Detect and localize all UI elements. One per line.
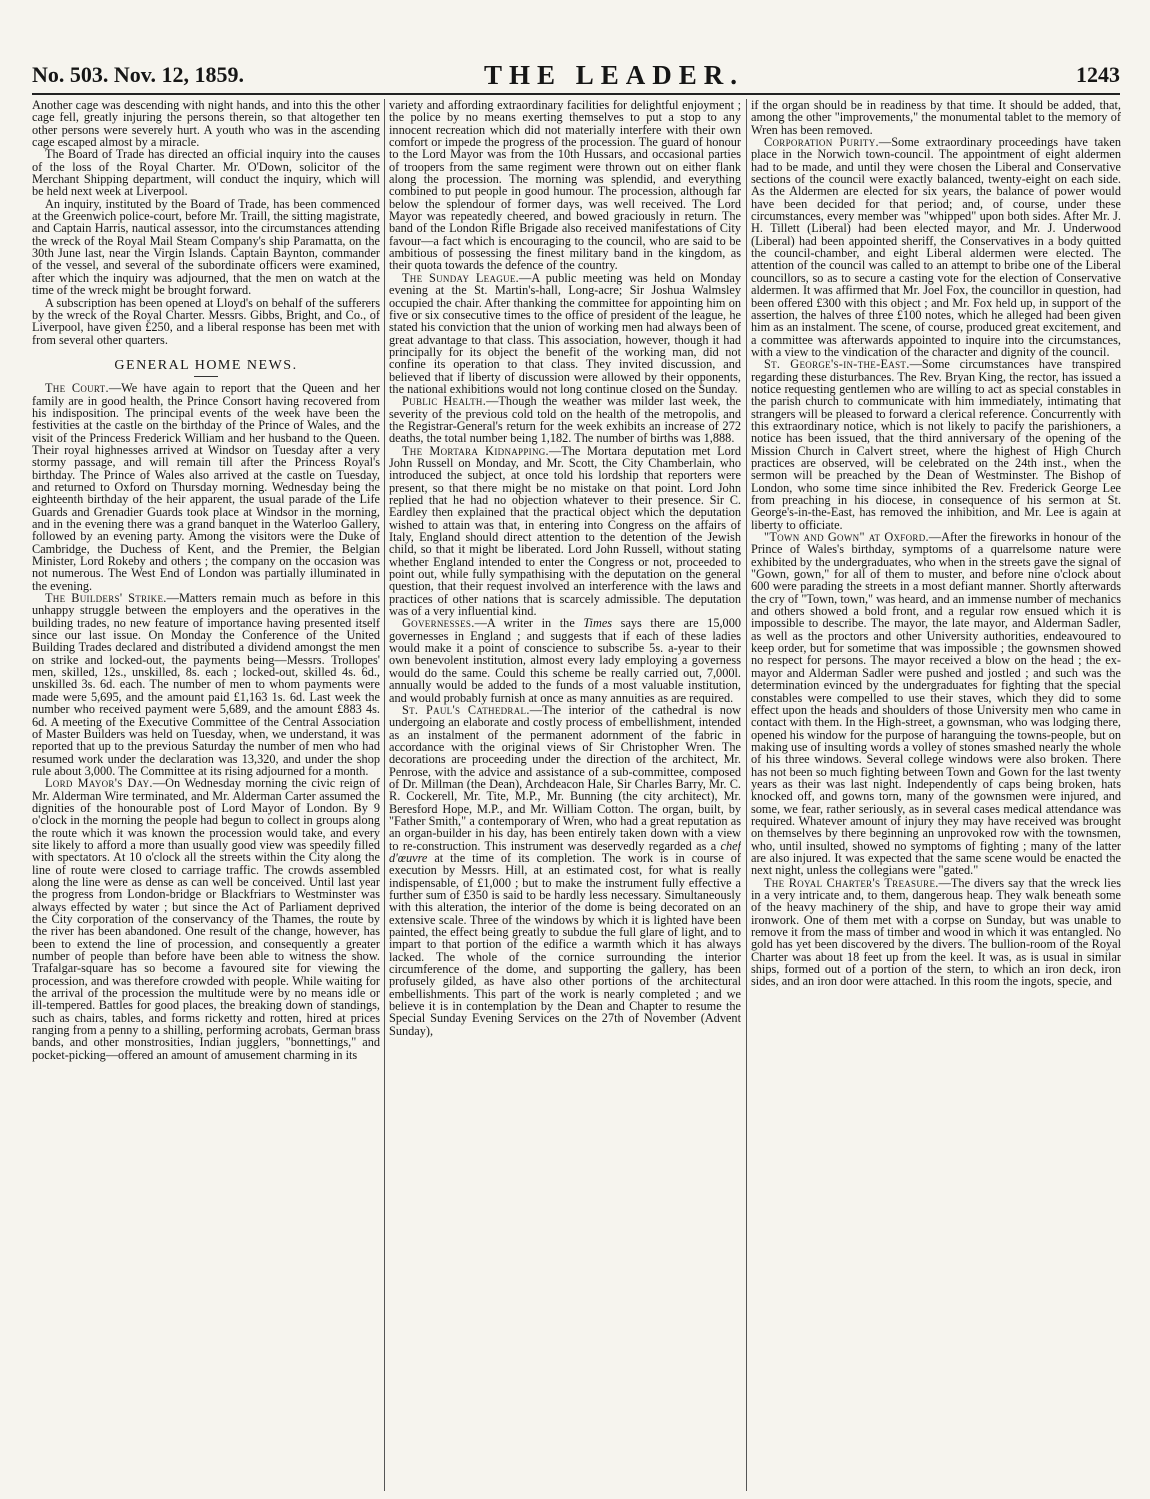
column-divider-1	[384, 99, 385, 1491]
section-heading: GENERAL HOME NEWS.	[114, 357, 298, 373]
page-number: 1243	[1076, 62, 1120, 87]
article-lead: The Builders' Strike.	[45, 591, 167, 606]
article-text: —Some circumstances have transpired regarding these disturbances. The Rev. Bryan King, the rector, has issued a notice requesting gentlemen who are willing to act as special constables in the parish church to communicate with him immediately, intimating that strangers will be pleased to forward a clerical reference. Concurrently with this extraordinary notice, which is not likely to pacify the parishioners, a notice has been issued, that the third anniversary of the opening of the Mission Church in Calvert street, where the highest of High Church practices are observed, will be celebrated on the 24th inst., when the sermon will be preached by the Dean of Westminster. The Bishop of London, who some time since inhibited the Rev. Frederick George Lee from preaching in his diocese, in consequence of his sermon at St. George's-in-the-East, has removed the inhibition, and Mr. Lee is again at liberty to officiate.	[751, 357, 1121, 532]
article-court	[32, 382, 380, 592]
article-lead: The Court.	[45, 381, 109, 396]
column-divider-2	[746, 99, 747, 1491]
article-st-pauls	[389, 704, 741, 1037]
article-public-health	[389, 395, 741, 444]
header-rule	[32, 93, 1120, 95]
article-lead: St. George's-in-the-East.	[764, 357, 910, 372]
article-text: —After the fireworks in honour of the Prince of Wales's birthday, symptoms of a quarrelsome nature were exhibited by the undergraduates, who when in the streets gave the signal of "Gown, gown," for all of them to muster, and before nine o'clock about 600 were parading the streets in a most defiant manner. Shortly afterwards the cry of "Town, town," was heard, and an immense number of mechanics and others showed a bold front, and a regular row ensued which it is impossible to describe. The mayor, the late mayor, and Alderman Sadler, as well as the proctors and other University authorities, endeavoured to keep order, but for sometime that was impossible ; the gownsmen showed no respect for persons. The mayor received a blow on the head ; the ex-mayor and Alderman Sadler were pushed and jostled ; and such was the determination evinced by the undergraduates for fighting that the special constables were compelled to use their staves, which they did to some effect upon the heads and shoulders of those University men who came in contact with them. In the High-street, a gownsman, who was lodging there, opened his window for the purpose of haranguing the towns-people, but on making use of insulting words a volley of stones smashed nearly the whole of his three windows. Several college windows were also broken. There has not been so much fighting between Town and Gown for the last twenty years as their was last night. Independently of caps being broken, hats knocked off, and gowns torn, many of the gownsmen were injured, and some, we fear, rather seriously, as in several cases medical attendance was required. Whatever amount of injury they may have received was brought on themselves by there beginning an unprovoked row with the townsmen, who, until insulted, showed no symptoms of fighting ; many of the latter are also injured. It was expected that the same scene would be enacted the next night, unless the collegians were "gated."	[751, 530, 1121, 878]
article-text: —Matters remain much as before in this unhappy struggle between the employers and the operatives in the building trades, no new feature of importance having presented itself since our last issue. On Monday the Conference of the United Building Trades declared and distributed a dividend amongst the men on strike and locked-out, the payments being—Messrs. Trollopes' men, skilled, 12s., unskilled, 8s. each ; locked-out, skilled 4s. 6d., unskilled 3s. 6d. each. The number of men to whom payments were made were 5,695, and the amount paid £1,163 1s. 6d. Last week the number who received payment were 5,689, and the amount £883 4s. 6d. A meeting of the Executive Committee of the Central Association of Master Builders was held on Tuesday, when, we understand, it was reported that up to the previous Saturday the number of men who had resumed work under the declaration was 13,320, and under the shop rule about 3,000. The Committee at its rising adjourned for a month.	[32, 591, 380, 778]
article-text: —A writer in the	[474, 616, 584, 631]
article-text: —The Mortara deputation met Lord John Russell on Monday, and Mr. Scott, the City Chamberlain, who introduced the subject, at once told his lordship that reporters were present, so that there might be no mistake on that point. Lord John replied that he had no objection whatever to their presence. Sir C. Eardley then explained that the practical object which the deputation wished to attain was that, in entering into Congress on the affairs of Italy, England should direct attention to the detention of the Jewish child, so that it might be liberated. Lord John Russell, without stating whether England intended to enter the Congress or not, proceeded to point out, while fully sympathising with the deputation on the general question, that their request involved an interference with the laws and practices of other nations that is scarcely admissible. The deputation was of a very influential kind.	[389, 443, 741, 619]
article-builders-strike	[32, 592, 380, 777]
column-3	[751, 99, 1121, 1491]
paragraph-organ: if the organ should be in readiness by that time. It should be added, that, among the other "improvements," the monumental tablet to the memory of Wren has been removed.	[751, 99, 1121, 137]
article-lead: "Town and Gown" at Oxford.	[764, 530, 929, 545]
article-lead: Corporation Purity.	[764, 135, 879, 150]
article-lead: Lord Mayor's Day.	[45, 776, 153, 791]
article-text: —The interior of the cathedral is now undergoing an elaborate and costly process of embellishment, intended as an instalment of the permanent adornment of the fabric in accordance with the original views of Sir Christopher Wren. The decorations are proceeding under the direction of the architect, Mr. Penrose, with the advice and assistance of a sub-committee, composed of Dr. Millman (the Dean), Archdeacon Hale, Sir Charles Barry, Mr. C. R. Cockerell, Mr. Tite, M.P., Mr. Bunning (the city architect), Mr. Beresford Hope, M.P., and Mr. William Cotton. The organ, built, by "Father Smith," a contemporary of Wren, who had a great reputation as an organ-builder in his day, has been entirely taken down with a view to re-construction. This instrument was deservedly regarded as a	[389, 702, 741, 853]
italic-phrase: chef d'œuvre	[389, 838, 741, 865]
article-text: —Some extraordinary proceedings have taken place in the Norwich town-council. The appointment of eight aldermen had to be made, and until they were chosen the Liberal and Conservative sections of the council were exactly balanced, twenty-eight on each side. As the Aldermen are elected for six years, the balance of power would have been decided for that period; and, of course, under these circumstances, every member was "whipped" upon both sides. After Mr. J. H. Tillett (Liberal) had been elected mayor, and Mr. J. Underwood (Liberal) had been appointed sheriff, the Conservatives in a body quitted the council-chamber, and eight Liberal aldermen were elected. The attention of the council was called to an attempt to bribe one of the Liberal councillors, so as to secure a casting vote for the election of Conservative aldermen. It was affirmed that Mr. Joel Fox, the councillor in question, had been offered £300 with this object ; and Mr. Fox held up, in support of the assertion, the halves of three £100 notes, which he alleged had been given him as an instalment. The scene, of course, produced great excitement, and a committee was afterwards appointed to inquire into the circumstances, with a view to the vindication of the character and dignity of the council.	[751, 135, 1121, 359]
article-text: —We have again to report that the Queen and her family are in good health, the Prince Consort having recovered from his indisposition. The principal events of the week have been the festivities at the castle on the birthday of the Prince of Wales, and the visit of the Princess Frederick William and her husband to the Queen. Their royal highnesses arrived at Windsor on Tuesday after a very stormy passage, and will remain till after the Princess Royal's birthday. The Prince of Wales also arrived at the castle on Tuesday, and returned to Oxford on Thursday morning. Wednesday being the eighteenth birthday of the heir apparent, the usual parade of the Life Guards and Grenadier Guards took place at Windsor in the morning, and in the evening there was a grand banquet in the Waterloo Gallery, followed by an evening party. Among the visitors were the Duke of Cambridge, the Duchess of Kent, and the Premier, the Belgian Minister, Lord Rokeby and others ; the company on the occasion was not numerous. The West End of London was partially illuminated in the evening.	[32, 381, 380, 593]
article-lead: Public Health.	[402, 394, 487, 409]
article-lead: The Sunday League.	[402, 270, 520, 285]
article-text: —The divers say that the wreck lies in a very intricate and, to them, dangerous heap. They walk beneath some of the heavy machinery of the ship, and have to grope their way amid ironwork. One of them met with a corpse on Sunday, but was unable to remove it from the mass of timber and wood in which it was entangled. No gold has yet been discovered by the divers. The bullion-room of the Royal Charter was about 18 feet up from the keel. It was, as is usual in similar ships, formed out of a portion of the stern, to which an iron deck, iron sides, and an iron door were attached. In this room the ingots, specie, and	[751, 875, 1121, 989]
heading-rule	[194, 376, 218, 377]
paragraph-cage-accident: Another cage was descending with night hands, and into this the other cage fell, greatly injuring the persons therein, so that altogether ten other persons were severely hurt. A youth who was in the ascending cage escaped almost by a miracle.	[32, 99, 380, 150]
column-1	[32, 99, 380, 1491]
article-mortara	[389, 445, 741, 618]
article-lead: St. Paul's Cathedral.	[402, 702, 530, 717]
article-corporation-purity	[751, 136, 1121, 358]
article-text: says there are 15,000 governesses in England ; and suggests that if each of these ladies would make it a point of conscience to subscribe 5s. a-year to their own benevolent institution, almost every lady employing a governess would do the same. Could this scheme be really carried out, 7,000l. annually would be added to the funds of a most valuable institution, and would probably furnish at once as many annuities as are required.	[389, 616, 741, 705]
article-text: —Though the weather was milder last week, the severity of the previous cold told on the health of the metropolis, and the Registrar-General's return for the week exhibits an increase of 272 deaths, the total number being 1,182. The number of births was 1,888.	[389, 394, 741, 446]
newspaper-title: Times	[583, 616, 613, 631]
article-governesses	[389, 617, 741, 703]
article-text: at the time of its completion. The work is in course of execution by Messrs. Hill, at an estimated cost, for what is really indispensable, of £1,000 ; but to make the instrument fully effective a further sum of £350 is said to be hardly less necessary. Simultaneously with this alteration, the interior of the dome is being decorated on an extensive scale. Three of the windows by which it is lighted have been painted, the effect being greatly to subdue the full glare of light, and to impart to that portion of the edifice a warmth which it has always lacked. The whole of the cornice surrounding the interior circumference of the dome, and supporting the gallery, has been profusely gilded, as have also other portions of the architectural embellishments. This part of the work is nearly completed ; and we believe it is in contemplation by the Dean and Chapter to resume the Special Sunday Evening Services on the 27th of November (Advent Sunday),	[389, 850, 741, 1038]
article-town-and-gown	[751, 531, 1121, 877]
issue-date: No. 503. Nov. 12, 1859.	[32, 62, 245, 87]
page-header	[32, 62, 1120, 88]
article-text: —A public meeting was held on Monday evening at the St. Martin's-hall, Long-acre; Sir Joshua Walmsley occupied the chair. After thanking the committee for appointing him on five or six consecutive times to the office of president of the league, he stated his conviction that the union of working men had always been of great advantage to that class. This association, however, though it had principally for its object the benefit of the working man, did not confine its operation to that class. They invited discussion, and believed that if liberty of discussion were allowed by their opponents, the national exhibitions would not long continue closed on the Sunday.	[389, 270, 741, 396]
article-sunday-league	[389, 272, 741, 395]
paragraph-procession: variety and affording extraordinary facilities for delightful enjoyment ; the police by no means exerting themselves to put a stop to any innocent recreation which did not materially interfere with their own comfort or impede the progress of the procession. The guard of honour to the Lord Mayor was from the 10th Hussars, and occasional parties of troopers from the same regiment were thrown out on either flank along the procession. The morning was splendid, and everything combined to put people in good humour. The procession, although far below the splendour of former days, was well received. The Lord Mayor was repeatedly cheered, and bowed graciously in return. The band of the London Rifle Brigade also received manifestations of City favour—a fact which is encouraging to the council, who are said to be ambitious of possessing the finest military band in the kingdom, as their quota towards the defence of the country.	[389, 99, 741, 273]
column-2	[389, 99, 741, 1491]
masthead-title: THE LEADER.	[484, 60, 745, 90]
paragraph-board-of-trade: The Board of Trade has directed an official inquiry into the causes of the loss of the Royal Charter. Mr. O'Down, solicitor of the Merchant Shipping department, will conduct the inquiry, which will be held next week at Liverpool.	[32, 147, 380, 199]
article-text: —On Wednesday morning the civic reign of Mr. Alderman Wire terminated, and Mr. Alderman Carter assumed the dignities of the honourable post of Lord Mayor of London. By 9 o'clock in the morning the people had begun to collect in groups along the route which it was known the procession would take, and every site likely to afford a more than usually good view was speedily filled with spectators. At 10 o'clock all the streets within the City along the line of route were closed to carriage traffic. The crowds assembled along the line were as dense as can well be conceived. Until last year the progress from London-bridge or Blackfriars to Westminster was always effected by water ; but since the Act of Parliament deprived the City corporation of the conservancy of the Thames, the route by the river has been abandoned. One result of the change, however, has been to extend the line of procession, and consequently a greater number of people than before have been able to witness the show. Trafalgar-square has so become a favoured site for viewing the procession, and was therefore crowded with people. While waiting for the arrival of the procession the multitude were by no means idle or ill-tempered. Battles for good places, the breaking down of standings, such as chairs, tables, and forms ricketty and rotten, hired at prices ranging from a penny to a shilling, performing acrobats, German brass bands, and other monstrosities, Indian jugglers, "bonnettings," and pocket-picking—offered an amount of amusement charming in its	[32, 776, 380, 1062]
article-royal-charter-treasure	[751, 877, 1121, 988]
article-lead: Governesses.	[402, 616, 475, 631]
paragraph-paramatta-inquiry: An inquiry, instituted by the Board of Trade, has been commenced at the Greenwich police-court, before Mr. Traill, the sitting magistrate, and Captain Harris, nautical assessor, into the circumstances attending the wreck of the Royal Mail Steam Company's ship Paramatta, on the 30th June last, near the Virgin Islands. Captain Baynton, commander of the vessel, and several of the subordinate officers were examined, after which the inquiry was adjourned, that the men on watch at the time of the wreck might be brought forward.	[32, 196, 380, 298]
article-lead: The Mortara Kidnapping.	[402, 443, 549, 458]
article-st-georges	[751, 358, 1121, 531]
article-lord-mayors-day	[32, 777, 380, 1061]
article-lead: The Royal Charter's Treasure.	[764, 875, 939, 890]
paragraph-lloyds-subscription: A subscription has been opened at Lloyd's on behalf of the sufferers by the wreck of the Royal Charter. Messrs. Gibbs, Bright, and Co., of Liverpool, have given £250, and a liberal response has been met with from several other quarters.	[32, 295, 380, 347]
